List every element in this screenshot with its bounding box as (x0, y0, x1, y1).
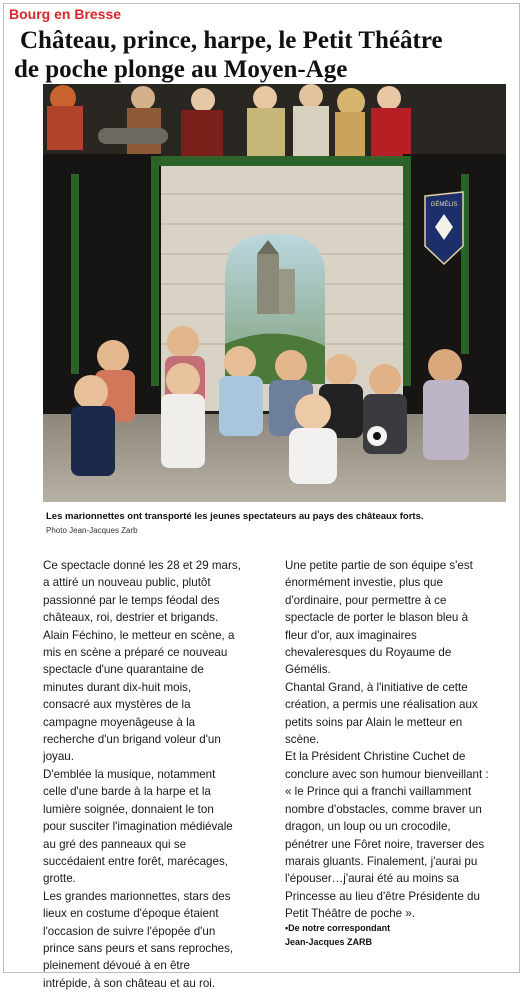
text-line: création, a permis une réalisation aux (285, 698, 478, 712)
text-line: l'occasion de suivre l'épopée d'un (43, 924, 216, 938)
signoff-line-1: •De notre correspondant (285, 923, 391, 933)
text-line: chevaleresques du Royaume de (285, 646, 452, 660)
text-line: scène. (285, 733, 320, 747)
text-line: Alain Féchino, le metteur en scène, a (43, 628, 235, 642)
text-line: a attiré un nouveau public, plutôt (43, 576, 211, 590)
text-line: Gémélis. (285, 663, 331, 677)
text-line: fleur d'or, aux imaginaires (285, 628, 417, 642)
puppet-theatre-scene (43, 84, 506, 502)
signoff-line-2: Jean-Jacques ZARB (285, 937, 373, 947)
section-label: Bourg en Bresse (9, 6, 122, 22)
text-line: grotte. (43, 872, 76, 886)
text-line: spectacle d'une quarantaine de (43, 663, 204, 677)
text-line: Chantal Grand, à l'initiative de cette (285, 680, 468, 694)
text-line: consacré aux mystères de la (43, 698, 191, 712)
text-line: Les grandes marionnettes, stars des (43, 889, 231, 903)
text-line: recherche d'un brigand voleur d'un (43, 733, 221, 747)
text-line: Ce spectacle donné les 28 et 29 mars, (43, 559, 241, 572)
headline-line-2: de poche plonge au Moyen-Age (14, 56, 348, 83)
article-column-left (43, 557, 265, 992)
text-line: D'emblée la musique, notamment (43, 767, 216, 781)
text-line: passionné par le temps féodal des (43, 593, 220, 607)
text-line: campagne moyenâgeuse à la (43, 715, 196, 729)
author-signoff (285, 921, 390, 949)
text-line: conclure avec son humour bienveillant : (285, 767, 489, 781)
text-line: Petit Théâtre de poche ». (285, 907, 415, 921)
text-line: d'ordinaire, pour permettre à ce (285, 593, 447, 607)
text-line: lumière soignée, donnaient le ton (43, 802, 214, 816)
text-line: intrépide, à son château et au roi. (43, 976, 216, 990)
text-line: Et la Président Christine Cuchet de (285, 750, 466, 764)
headline (14, 26, 514, 84)
text-line: succédaient entre forêt, marécages, (43, 854, 228, 868)
text-line: dragon, un loup ou un crocodile, (285, 820, 451, 834)
text-line: joyau. (43, 750, 74, 764)
headline-line-1: Château, prince, harpe, le Petit Théâtre (20, 27, 443, 54)
text-line: énormément investie, plus que (285, 576, 443, 590)
text-line: au gré des panneaux qui se (43, 837, 187, 851)
text-line: celle d'une barde à la harpe et la (43, 785, 211, 799)
article-column-right (285, 557, 517, 923)
photo-credit: Photo Jean-Jacques Zarb (46, 526, 138, 535)
text-line: petits soins par Alain le metteur en (285, 715, 463, 729)
article-photo (43, 84, 506, 502)
text-line: pénétrer une Fôret noire, traverser des (285, 837, 485, 851)
text-line: minutes durant dix-huit mois, (43, 680, 192, 694)
text-line: mis en scène a préparé ce nouveau (43, 646, 228, 660)
text-line: lieux en costume d'époque étaient (43, 907, 219, 921)
text-line: spectacle de porter le blason bleu à (285, 611, 469, 625)
text-line: prince sans peurs et sans reproches, (43, 941, 234, 955)
text-line: l'épouser…j'aurai été au moins sa (285, 872, 459, 886)
text-line: marais gluants. Finalement, j'aurai pu (285, 854, 478, 868)
text-line: pleinement dévoué à en être (43, 959, 190, 973)
text-line: « le Prince qui a franchi vaillamment (285, 785, 472, 799)
banner-text: GÉMÉLIS (430, 202, 458, 208)
text-line: pour susciter l'imagination médiévale (43, 820, 233, 834)
text-line: Une petite partie de son équipe s'est (285, 559, 473, 572)
text-line: Princesse au lieu d'être Présidente du (285, 889, 480, 903)
text-line: châteaux, roi, destrier et brigands. (43, 611, 219, 625)
text-line: nombre d'obstacles, comme braver un (285, 802, 482, 816)
photo-caption: Les marionnettes ont transporté les jeunes spectateurs au pays des châteaux forts. (46, 511, 424, 522)
